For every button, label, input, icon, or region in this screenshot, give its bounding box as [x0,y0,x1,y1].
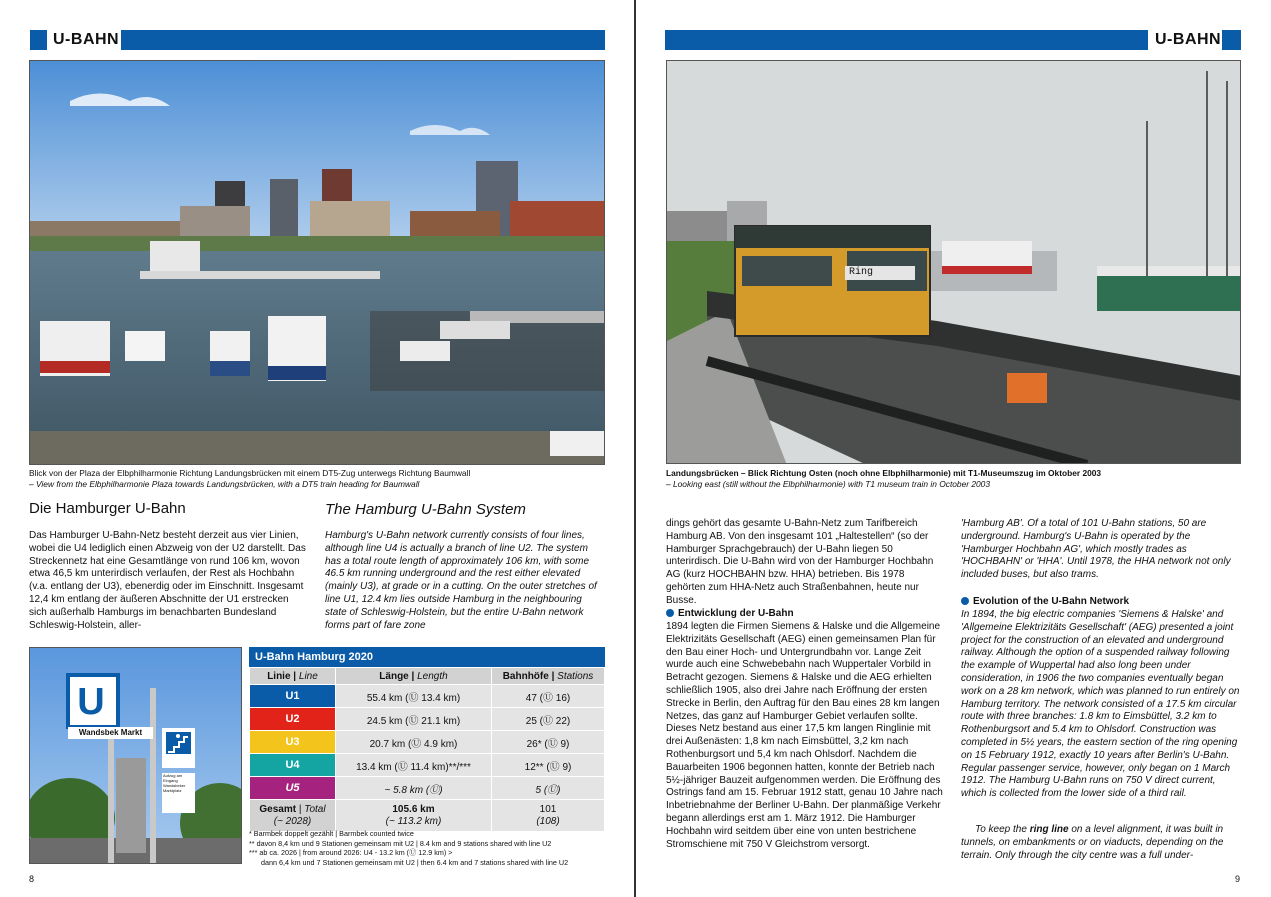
section-title-left: U-BAHN [53,31,120,48]
viaduct-caption [666,468,1241,490]
heading-en: The Hamburg U-Bahn System [325,501,526,518]
length-cell: 13.4 km (Ⓤ 11.4 km)**/*** [336,754,492,777]
total-stations: 101 (108) [492,800,605,832]
heading-de: Die Hamburger U-Bahn [29,500,186,517]
paragraph-en-3: In 1894, the big electric companies 'Siemens & Halske' and 'Allgemeine Elektrizitäts Gesellschaft' (AEG) presented a joint project for the construction of an elevated and underground railway. Although the option of a suspended railway following the example of Wuppertal had also long been under consideration, in 1906 the two companies eventually began work on a 28 km network, which was planned to run entirely on Hamburg territory. The network consisted of a 17.5 km circular route with three branches: 1.8 km to Eimsbüttel, 3.2 km to Rothenburgsort and 5.4 km to Ohlsdorf. Construction was completed in 5½ years, the eastern section of the ring opening on 15 February 1912, exactly 10 years after Berlin's U-Bahn. Regular passenger service, however, only began on 1 March 1912. The Hamburg U-Bahn runs on 750 V direct current, which is collected from the lower side of a third rail. [961,609,1240,800]
viaduct-caption-en: – Looking east (still without the Elbphilharmonie) with T1 museum train in October 2003 [666,479,990,489]
stairs-icon [166,732,190,754]
bullet-icon [961,597,969,605]
line-badge-u3: U3 [250,731,336,754]
viaduct-train-photo [666,60,1241,464]
length-cell: 55.4 km (Ⓤ 13.4 km) [336,685,492,708]
stations-cell: 5 (Ⓤ) [492,777,605,800]
paragraph-de-3: 1894 legten die Firmen Siemens & Halske und die Allgemeine Elektrizitäts Gesellschaft (AEG) einen gemeinsamen Plan für den Bau einer Hoch- und Untergrundbahn vor. Lange Zeit wurde auch eine Schwebebahn nach Wuppertaler Vorbild in Betracht gezogen. Siemens & Halske und die AEG erhielten schließlich 1905, also drei Jahre nach Eröffnung der ersten Strecke in Berlin, den Auftrag für den Bau eines 28 km langen Netzes, das ganz auf Hamburger Gebiet verlaufen sollte. Dieses Netz bestand aus einer 17,5 km langen Ringlinie mit drei Außenästen: 1,8 km nach Eimsbüttel, 3,2 km nach Rothenburgsort und 5,4 km nach Ohlsdorf. Nachdem die Bauarbeiten 1906 begonnen hatten, konnte der Betrieb nach 5½-jähriger Bauzeit aufgenommen werden. Die Eröffnung des Ostrings fand am 15. Februar 1912 statt, genau 10 Jahre nach Inbetriebnahme der Berliner U-Bahn. Der planmäßige Verkehr begann allerdings erst am 1. März 1912. Die Hamburger Hochbahn wird seitdem über eine von unten bestrichene Stromschiene mit 750 V Gleichstrom versorgt. [666,621,943,850]
header-bar-left-small [30,30,47,50]
header-bar-left [121,30,605,50]
subheading-de: Entwicklung der U-Bahn [666,608,794,621]
line-badge-u5: U5 [250,777,336,800]
table-row [250,754,605,777]
col-header-stations: Bahnhöfe | Stations [492,668,605,685]
harbour-photo [29,60,605,465]
u-bahn-table [249,667,605,832]
length-cell: 24.5 km (Ⓤ 21.1 km) [336,708,492,731]
footnote-4: dann 6,4 km und 7 Stationen gemeinsam mit U2 | then 6.4 km and 7 stations shared with line U2 [261,857,569,867]
table-row [250,708,605,731]
page-spine [634,0,636,897]
bullet-icon [666,609,674,617]
line-badge-u4: U4 [250,754,336,777]
page-number-left: 8 [29,874,35,884]
footnote-2: ** davon 8,4 km und 9 Stationen gemeinsam mit U2 | 8.4 km and 9 stations shared with line U2 [249,838,552,848]
paragraph-en-4: To keep the ring line on a level alignment, it was built in tunnels, on embankments or on viaducts, depending on the terrain. Only through the city centre was a full under- [961,824,1224,861]
length-cell: ~ 5.8 km (Ⓤ) [336,777,492,800]
harbour-caption-en: – View from the Elbphilharmonie Plaza towards Landungsbrücken, with a DT5 train heading for Baumwall [29,479,420,489]
stations-cell: 26* (Ⓤ 9) [492,731,605,754]
paragraph-de-2: dings gehört das gesamte U-Bahn-Netz zum Tarifbereich Hamburg AB. Von den insgesamt 101 „Haltestellen“ (so der Hamburger Sprachgebrauch) der U-Bahn liegen 50 unterirdisch. Die U-Bahn wird von der Hamburger Hochbahn AG (kurz HOCHBAHN bzw. HHA) betrieben. Bis 1978 gehörten zum HHA-Netz auch Straßenbahnen, heute nur Busse. [666,518,934,606]
footnote-3: *** ab ca. 2026 | from around 2026: U4 - 13.2 km (Ⓤ 12.9 km) > [249,848,453,858]
total-length: 105.6 km (~ 113.2 km) [336,800,492,832]
table-title: U-Bahn Hamburg 2020 [249,647,605,667]
table-total-row [250,800,605,832]
table-row [250,731,605,754]
sign-station-name: Wandsbek Markt [78,728,143,737]
section-title-right: U-BAHN [1155,31,1222,48]
footnotes [249,829,609,867]
harbour-caption [29,468,605,490]
header-bar-right [665,30,1148,50]
col-header-length: Länge | Length [336,668,492,685]
stations-cell: 47 (Ⓤ 16) [492,685,605,708]
table-row [250,777,605,800]
harbour-caption-de: Blick von der Plaza der Elbphilharmonie Richtung Landungsbrücken mit einem DT5-Zug unterwegs Richtung Baumwall [29,468,471,478]
line-badge-u1: U1 [250,685,336,708]
paragraph-de-1: Das Hamburger U-Bahn-Netz besteht derzeit aus vier Linien, wobei die U4 lediglich einen Abzweig von der U2 darstellt. Das Streckennetz hat eine Gesamtlänge von rund 106 km, wovon etwa 46,5 km unterirdisch verlaufen, der Rest als Hochbahn (v.a. entlang der U3), ebenerdig oder im Einschnitt. Insgesamt 12,4 km entlang der äußeren Abschnitte der U1 erstrecken sich außerhalb Hamburgs im benachbarten Bundesland Schleswig-Holstein, aller- [29,530,306,631]
footnote-1: * Barmbek doppelt gezählt | Barmbek counted twice [249,829,414,838]
u-sign-letter: U [77,681,105,723]
stations-cell: 25 (Ⓤ 22) [492,708,605,731]
line-badge-u2: U2 [250,708,336,731]
sign-small-text: Aufzug am Eingang Wandsbeker Marktplatz [163,773,186,793]
page-number-right: 9 [1235,874,1241,884]
length-cell: 20.7 km (Ⓤ 4.9 km) [336,731,492,754]
stations-cell: 12** (Ⓤ 9) [492,754,605,777]
train-destination-sign: Ring [849,267,874,278]
viaduct-caption-de: Landungsbrücken – Blick Richtung Osten (noch ohne Elbphilharmonie) mit T1-Museumszug im Oktober 2003 [666,468,1102,478]
header-bar-right-small [1222,30,1241,50]
total-label: Gesamt | Total (~ 2028) [250,800,336,832]
paragraph-en-2: 'Hamburg AB'. Of a total of 101 U-Bahn stations, 50 are underground. Hamburg's U-Bahn is operated by the 'Hamburger Hochbahn AG', which mostly trades as 'HOCHBAHN' or 'HHA'. Until 1978, the HHA network not only included buses, but also trams. [961,518,1231,581]
subheading-en: Evolution of the U-Bahn Network [961,596,1129,609]
paragraph-en-1: Hamburg's U-Bahn network currently consists of four lines, although line U4 is actually a branch of line U2. The system has a total route length of approximately 106 km, with some 46.5 km running underground and the rest either elevated (mainly U3), at grade or in a cutting. On the outer stretches of line U1, 12.4 km lies outside Hamburg in the neighbouring state of Schleswig-Holstein, but the entire U-Bahn network forms part of fare zone [325,530,597,631]
table-row [250,685,605,708]
station-sign-photo [29,647,242,864]
col-header-line: Linie | Line [250,668,336,685]
table-header-row [250,668,605,685]
